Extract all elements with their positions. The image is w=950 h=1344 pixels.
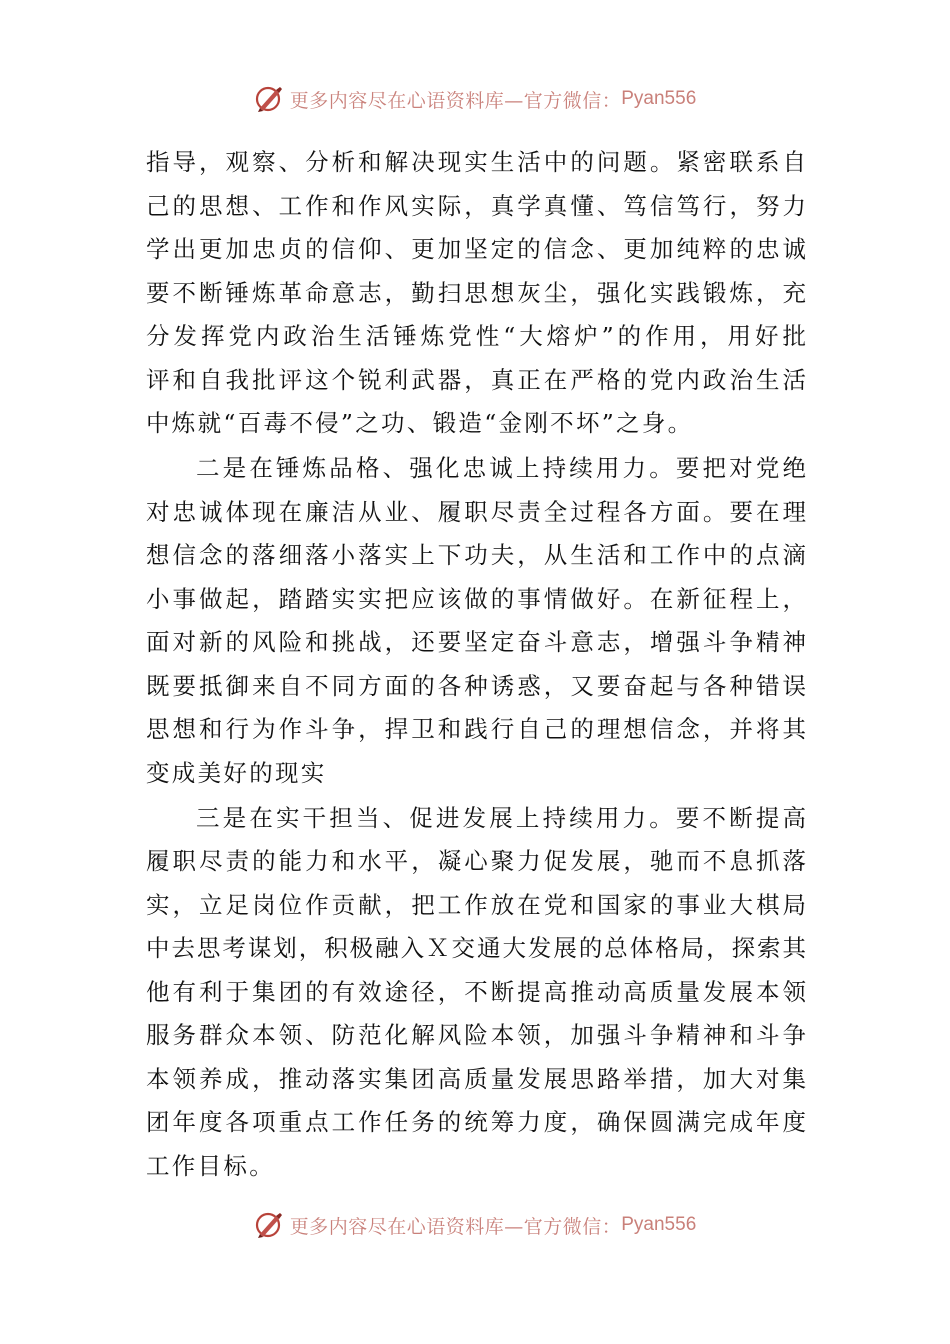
watermark-text: 更多内容尽在心语资料库—官方微信：	[289, 89, 622, 112]
text-line: 既要抵御来自不同方面的各种诱惑，又要奋起与各种错误	[146, 671, 806, 700]
text-line: 指导，观察、分析和解决现实生活中的问题。紧密联系自	[146, 148, 806, 176]
text-line: 变成美好的现实	[146, 758, 327, 787]
paragraph-3	[146, 797, 806, 1189]
text-line: 他有利于集团的有效途径，不断提高推动高质量发展本领	[146, 977, 806, 1006]
paragraph-1	[146, 141, 806, 446]
watermark-wechat-id: Pyan556	[621, 1214, 697, 1235]
text-line: 服务群众本领、防范化解风险本领，加强斗争精神和斗争	[146, 1021, 806, 1049]
text-line: 履职尽责的能力和水平，凝心聚力促发展，驰而不息抓落	[146, 847, 806, 875]
paragraph-2	[146, 447, 806, 795]
text-line: 中去思考谋划，积极融入Ｘ交通大发展的总体格局，探索其	[146, 934, 806, 962]
watermark-wechat-id: Pyan556	[621, 88, 697, 109]
text-line: 实，立足岗位作贡献，把工作放在党和国家的事业大棋局	[146, 890, 806, 919]
text-line: 团年度各项重点工作任务的统筹力度，确保圆满完成年度	[146, 1108, 806, 1136]
pen-logo-icon	[254, 1210, 284, 1240]
text-line: 对忠诚体现在廉洁从业、履职尽责全过程各方面。要在理	[146, 497, 806, 526]
text-line: 小事做起，踏踏实实把应该做的事情做好。在新征程上，	[146, 584, 806, 613]
header-watermark	[0, 84, 950, 114]
text-line: 三是在实干担当、促进发展上持续用力。要不断提高	[196, 803, 806, 832]
text-line: 评和自我批评这个锐利武器，真正在严格的党内政治生活	[146, 365, 806, 394]
text-line: 中炼就“百毒不侵”之功、锻造“金刚不坏”之身。	[146, 409, 694, 437]
text-line: 工作目标。	[146, 1151, 275, 1180]
text-line: 学出更加忠贞的信仰、更加坚定的信念、更加纯粹的忠诚	[146, 235, 806, 263]
text-line: 本领养成，推动落实集团高质量发展思路举措，加大对集	[146, 1064, 806, 1093]
text-line: 要不断锤炼革命意志，勤扫思想灰尘，强化实践锻炼，充	[146, 278, 806, 307]
text-line: 思想和行为作斗争，捍卫和践行自己的理想信念，并将其	[146, 715, 806, 743]
text-line: 己的思想、工作和作风实际，真学真懂、笃信笃行，努力	[146, 191, 806, 220]
text-line: 二是在锤炼品格、强化忠诚上持续用力。要把对党绝	[196, 454, 806, 482]
text-line: 分发挥党内政治生活锤炼党性“大熔炉”的作用，用好批	[146, 322, 806, 350]
text-line: 面对新的风险和挑战，还要坚定奋斗意志，增强斗争精神	[146, 628, 806, 656]
pen-logo-icon	[254, 84, 284, 114]
text-line: 想信念的落细落小落实上下功夫，从生活和工作中的点滴	[146, 541, 806, 569]
footer-watermark	[0, 1210, 950, 1240]
watermark-text: 更多内容尽在心语资料库—官方微信：	[289, 1215, 622, 1238]
document-body	[146, 141, 806, 1188]
